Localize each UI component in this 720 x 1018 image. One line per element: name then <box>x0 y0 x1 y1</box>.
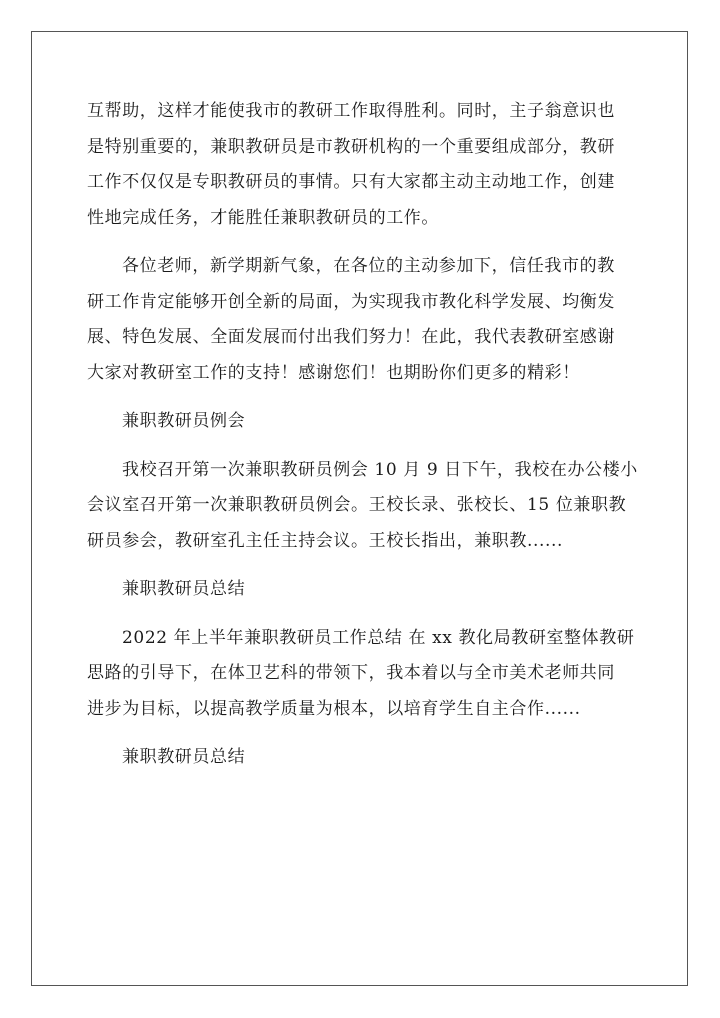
text-line: 研员参会，教研室孔主任主持会议。王校长指出，兼职教...... <box>87 530 564 551</box>
text-line: 工作不仅仅是专职教研员的事情。只有大家都主动主动地工作，创建 <box>87 172 615 192</box>
text-line: 进步为目标，以提高教学质量为根本，以培育学生自主合作...... <box>87 698 581 719</box>
text-line: 大家对教研室工作的支持！感谢您们！也期盼你们更多的精彩！ <box>87 362 580 383</box>
text-line: 性地完成任务，才能胜任兼职教研员的工作。 <box>87 207 439 228</box>
text-line: 我校召开第一次兼职教研员例会 10 月 9 日下午，我校在办公楼小 <box>122 459 638 480</box>
text-line: 展、特色发展、全面发展而付出我们努力！在此，我代表教研室感谢 <box>87 327 615 347</box>
text-line: 各位老师，新学期新气象，在各位的主动参加下，信任我市的教 <box>122 256 615 276</box>
section-heading: 兼职教研员例会 <box>122 411 246 431</box>
text-line: 是特别重要的，兼职教研员是市教研机构的一个重要组成部分，教研 <box>87 136 615 157</box>
section-heading: 兼职教研员总结 <box>122 579 246 599</box>
text-line: 2022 年上半年兼职教研员工作总结 在 xx 教化局教研室整体教研 <box>122 627 635 648</box>
text-line: 会议室召开第一次兼职教研员例会。王校长录、张校长、15 位兼职教 <box>87 495 627 515</box>
text-line: 研工作肯定能够开创全新的局面，为实现我市教化科学发展、均衡发 <box>87 291 615 312</box>
document-body <box>87 94 638 776</box>
section-heading: 兼职教研员总结 <box>122 747 246 767</box>
text-line: 互帮助，这样才能使我市的教研工作取得胜利。同时，主子翁意识也 <box>87 101 615 121</box>
text-line: 思路的引导下，在体卫艺科的带领下，我本着以与全市美术老师共同 <box>87 663 615 683</box>
